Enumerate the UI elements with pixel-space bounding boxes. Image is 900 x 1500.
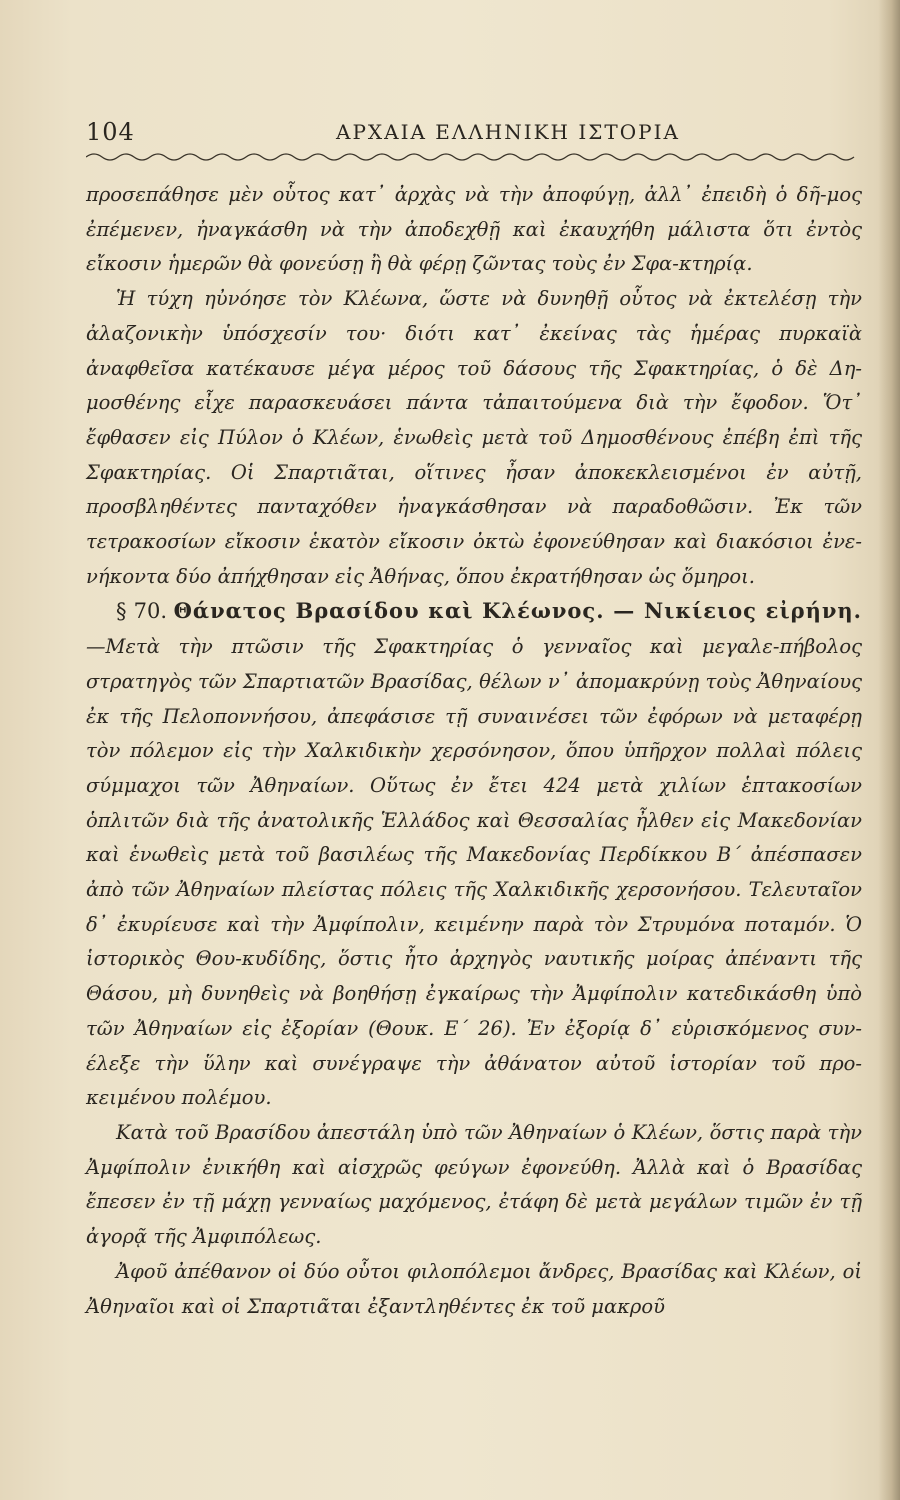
- body-text: [86, 178, 862, 1324]
- paragraph-2: Ἡ τύχη ηὐνόησε τὸν Κλέωνα, ὥστε νὰ δυνηθῇ οὗτος νὰ ἐκτελέσῃ τὴν ἀλαζονικὴν ὑπόσχεσίν του· διότι κατ᾽ ἐκείνας τὰς ἡμέρας πυρκαϊὰ ἀναφθεῖσα κατέκαυσε μέγα μέρος τοῦ δάσους τῆς Σφακτηρίας, ὁ δὲ Δη-μοσθένης εἶχε παρασκευάσει πάντα τἀπαιτούμενα διὰ τὴν ἔφοδον. Ὅτ᾽ ἔφθασεν εἰς Πύλον ὁ Κλέων, ἑνωθεὶς μετὰ τοῦ Δημοσθένους ἐπέβη ἐπὶ τῆς Σφακτηρίας. Οἱ Σπαρτιᾶται, οἵτινες ἦσαν ἀποκεκλεισμένοι ἐν αὐτῇ, προσβληθέντες πανταχόθεν ἠναγκάσθησαν νὰ παραδοθῶσιν. Ἐκ τῶν τετρακοσίων εἴκοσιν ἑκατὸν εἴκοσιν ὀκτὼ ἐφονεύθησαν καὶ διακόσιοι ἐνε-νήκοντα δύο ἀπήχθησαν εἰς Ἀθήνας, ὅπου ἐκρατήθησαν ὡς ὅμηροι.: [86, 287, 862, 588]
- wavy-rule-ornament: [86, 150, 860, 164]
- running-title: ΑΡΧΑΙΑ ΕΛΛΗΝΙΚΗ ΙΣΤΟΡΙΑ: [336, 120, 680, 144]
- page-number: 104: [86, 118, 135, 146]
- page-edge-shadow: [878, 0, 900, 1500]
- page-header: [86, 118, 856, 148]
- section-70-paragraph: [86, 594, 862, 1116]
- section-number: § 70.: [116, 599, 167, 624]
- paragraph-4: Κατὰ τοῦ Βρασίδου ἀπεστάλη ὑπὸ τῶν Ἀθηναίων ὁ Κλέων, ὅστις παρὰ τὴν Ἀμφίπολιν ἐνικήθη καὶ αἰσχρῶς φεύγων ἐφονεύθη. Ἀλλὰ καὶ ὁ Βρασίδας ἔπεσεν ἐν τῇ μάχῃ γενναίως μαχόμενος, ἐτάφη δὲ μετὰ μεγάλων τιμῶν ἐν τῇ ἀγορᾷ τῆς Ἀμφιπόλεως.: [86, 1120, 862, 1249]
- paragraph-5: Ἀφοῦ ἀπέθανον οἱ δύο οὗτοι φιλοπόλεμοι ἄνδρες, Βρασίδας καὶ Κλέων, οἱ Ἀθηναῖοι καὶ οἱ Σπαρτιᾶται ἐξαντληθέντες ἐκ τοῦ μακροῦ: [86, 1259, 862, 1318]
- paragraph-1: προσεπάθησε μὲν οὗτος κατ᾽ ἀρχὰς νὰ τὴν ἀποφύγῃ, ἀλλ᾽ ἐπειδὴ ὁ δῆ-μος ἐπέμενεν, ἠναγκάσθη νὰ τὴν ἀποδεχθῇ καὶ ἐκαυχήθη μάλιστα ὅτι ἐντὸς εἴκοσιν ἡμερῶν θὰ φονεύσῃ ἢ θὰ φέρῃ ζῶντας τοὺς ἐν Σφα-κτηρίᾳ.: [86, 183, 862, 276]
- section-title: Θάνατος Βρασίδου καὶ Κλέωνος. — Νικίειος εἰρήνη.: [173, 598, 862, 624]
- paragraph-3: —Μετὰ τὴν πτῶσιν τῆς Σφακτηρίας ὁ γενναῖος καὶ μεγαλε-πήβολος στρατηγὸς τῶν Σπαρτιατῶν Βρασίδας, θέλων ν᾽ ἀπομακρύνῃ τοὺς Ἀθηναίους ἐκ τῆς Πελοποννήσου, ἀπεφάσισε τῇ συναινέσει τῶν ἐφόρων νὰ μεταφέρῃ τὸν πόλεμον εἰς τὴν Χαλκιδικὴν χερσόνησον, ὅπου ὑπῆρχον πολλαὶ πόλεις σύμμαχοι τῶν Ἀθηναίων. Οὕτως ἐν ἔτει 424 μετὰ χιλίων ἑπτακοσίων ὁπλιτῶν διὰ τῆς ἀνατολικῆς Ἑλλάδος καὶ Θεσσαλίας ἦλθεν εἰς Μακεδονίαν καὶ ἑνωθεὶς μετὰ τοῦ βασιλέως τῆς Μακεδονίας Περδίκκου Β΄ ἀπέσπασεν ἀπὸ τῶν Ἀθηναίων πλείστας πόλεις τῆς Χαλκιδικῆς χερσονήσου. Τελευταῖον δ᾽ ἐκυρίευσε καὶ τὴν Ἀμφίπολιν, κειμένην παρὰ τὸν Στρυμόνα ποταμόν. Ὁ ἱστορικὸς Θου-κυδίδης, ὅστις ἦτο ἀρχηγὸς ναυτικῆς μοίρας ἀπέναντι τῆς Θάσου, μὴ δυνηθεὶς νὰ βοηθήσῃ ἐγκαίρως τὴν Ἀμφίπολιν κατεδικάσθη ὑπὸ τῶν Ἀθηναίων εἰς ἐξορίαν (Θουκ. Ε΄ 26). Ἐν ἐξορίᾳ δ᾽ εὑρισκόμενος συν-έλεξε τὴν ὕλην καὶ συνέγραψε τὴν ἀθάνατον αὐτοῦ ἱστορίαν τοῦ προ-κειμένου πολέμου.: [86, 635, 862, 1110]
